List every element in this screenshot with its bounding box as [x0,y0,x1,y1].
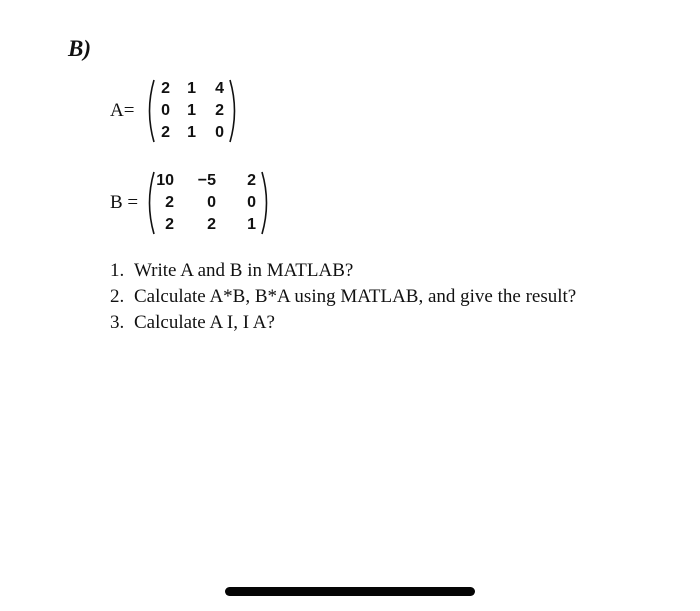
matrix-a-cell: 2 [161,124,170,141]
matrix-a-cell: 0 [161,102,170,119]
question-item [110,258,576,284]
matrix-a-label: A= [110,100,135,121]
question-item [110,284,576,310]
matrix-b-cell: 2 [165,194,174,211]
matrix-a-cell: 1 [187,124,196,141]
matrix-b-cell: 2 [165,216,174,233]
matrix-a-cell: 2 [215,102,224,119]
matrix-a-cell: 1 [187,102,196,119]
question-number: 1. [110,260,125,281]
home-indicator[interactable] [225,587,475,596]
section-label: B) [68,36,91,61]
matrix-b-cell: 0 [207,194,216,211]
question-item [110,310,576,336]
matrix-b-cell: −5 [197,172,216,189]
question-number: 3. [110,312,125,333]
question-list [110,258,576,336]
matrix-b-cell: 10 [156,172,174,189]
matrix-b-cell: 2 [247,172,256,189]
question-text: Calculate A I, I A? [134,312,275,333]
matrix-a-cell: 1 [187,80,196,97]
matrix-b-cell: 0 [247,194,256,211]
question-text: Calculate A*B, B*A using MATLAB, and give the result? [134,286,577,307]
question-number: 2. [110,286,125,307]
matrix-b-label: B = [110,192,139,213]
right-paren-icon [228,78,240,144]
question-text: Write A and B in MATLAB? [134,260,354,281]
matrix-a [110,78,310,144]
right-paren-icon [260,170,272,236]
matrix-a-cell: 0 [215,124,224,141]
matrix-b-cell: 2 [207,216,216,233]
matrix-b-cell: 1 [247,216,256,233]
matrix-a-cell: 2 [161,80,170,97]
matrix-b [110,170,310,236]
matrix-a-cell: 4 [215,80,224,97]
